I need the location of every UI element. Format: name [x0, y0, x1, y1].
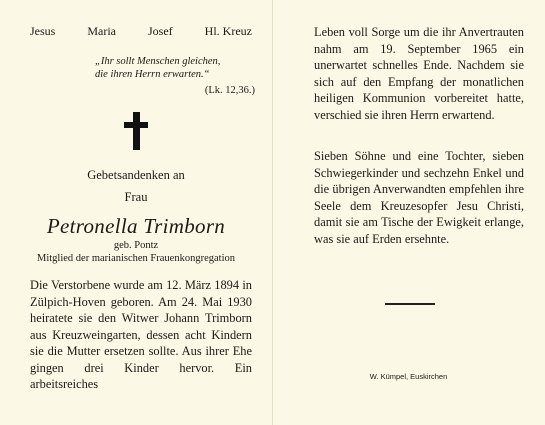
born-name: geb. Pontz: [113, 240, 159, 251]
printer-credit: W. Kümpel, Euskirchen: [369, 372, 448, 381]
memorial-title: Gebetsandenken an: [87, 168, 185, 182]
cross-icon: [124, 112, 148, 150]
biography-paragraph-3: Sieben Söhne und eine Tochter, sieben Schwiegerkinder und sechzehn Enkel und die übrigen Anverwandten empfehlen ihre Seele dem Kreuzesopfer Jesu Christi, damit sie am Tische der Ewigkeit erlange, was sie auf Erden ersehnte.: [314, 149, 524, 246]
header-word-jesus: Jesus: [30, 24, 56, 38]
biography-paragraph-1: Die Verstorbene wurde am 12. März 1894 in Zülpich-Hoven geboren. Am 24. Mai 1930 heiratete sie den Witwer Johann Trimborn aus Kreuzweingarten, dessen acht Kindern sie die Mutter ersetzen sollte. Aus ihrer Ehe gingen drei Kinder hervor. Ein arbeitsreiches: [30, 278, 252, 391]
membership: Mitglied der marianischen Frauenkongregation: [37, 253, 235, 264]
quote-citation: (Lk. 12,36.): [204, 85, 255, 96]
divider-rule: [385, 303, 435, 305]
deceased-name: Petronella Trimborn: [46, 214, 226, 238]
header-word-kreuz: Hl. Kreuz: [204, 24, 252, 38]
bible-quote: [95, 55, 255, 81]
quote-line-2: die ihren Herrn erwarten.“: [95, 69, 210, 80]
biography-left: [30, 277, 252, 393]
header-word-maria: Maria: [87, 24, 116, 38]
quote-line-1: „Ihr sollt Menschen gleichen,: [95, 56, 221, 67]
family-commendation: [314, 148, 524, 247]
header-word-josef: Josef: [148, 24, 173, 38]
header-invocation: [30, 24, 252, 39]
left-panel: [0, 0, 272, 425]
biography-right: [314, 24, 524, 123]
salutation: Frau: [124, 190, 148, 204]
right-panel: [272, 0, 545, 425]
biography-paragraph-2: Leben voll Sorge um die ihr Anvertrauten nahm am 19. September 1965 ein unerwartet schnelles Ende. Nachdem sie sich auf den Empfang der monatlichen heiligen Kommunion vorbereitet hatte, verschied sie ihren Herrn erwartend.: [314, 25, 524, 122]
